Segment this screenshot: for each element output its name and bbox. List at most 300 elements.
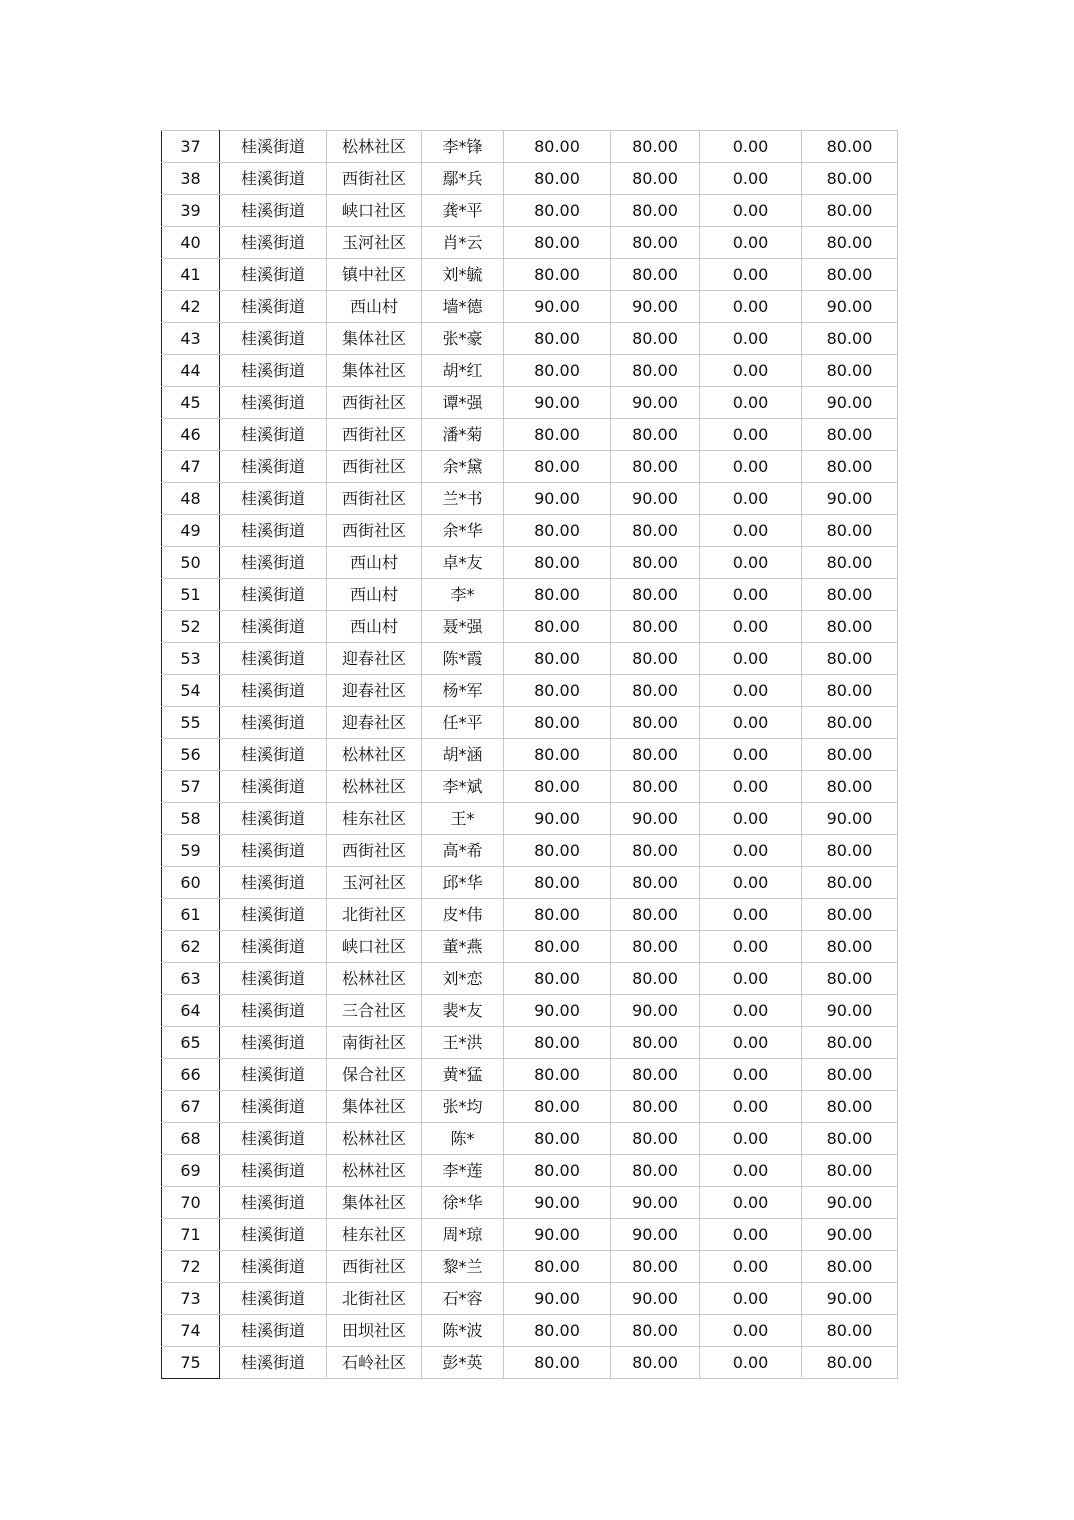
community-cell: 桂东社区 (327, 1219, 422, 1251)
amount-cell: 80.00 (802, 419, 898, 451)
amount-cell: 80.00 (611, 131, 700, 163)
row-index-cell: 64 (162, 995, 220, 1027)
name-cell: 彭*英 (422, 1347, 504, 1379)
street-cell: 桂溪街道 (220, 515, 327, 547)
amount-cell: 80.00 (802, 1123, 898, 1155)
community-cell: 玉河社区 (327, 227, 422, 259)
amount-cell: 80.00 (611, 707, 700, 739)
amount-cell: 80.00 (504, 835, 611, 867)
amount-cell: 80.00 (802, 355, 898, 387)
amount-cell: 80.00 (611, 547, 700, 579)
community-cell: 西街社区 (327, 1251, 422, 1283)
row-index-cell: 63 (162, 963, 220, 995)
amount-cell: 80.00 (802, 1091, 898, 1123)
table-row (162, 1315, 898, 1347)
table-row (162, 643, 898, 675)
row-index-cell: 71 (162, 1219, 220, 1251)
table-row (162, 547, 898, 579)
amount-cell: 80.00 (802, 259, 898, 291)
name-cell: 裴*友 (422, 995, 504, 1027)
table-row (162, 803, 898, 835)
amount-cell: 0.00 (700, 131, 802, 163)
name-cell: 邱*华 (422, 867, 504, 899)
table-row (162, 259, 898, 291)
community-cell: 桂东社区 (327, 803, 422, 835)
row-index-cell: 65 (162, 1027, 220, 1059)
amount-cell: 80.00 (802, 1347, 898, 1379)
amount-cell: 80.00 (611, 963, 700, 995)
name-cell: 皮*伟 (422, 899, 504, 931)
amount-cell: 90.00 (504, 291, 611, 323)
amount-cell: 80.00 (802, 643, 898, 675)
amount-cell: 80.00 (802, 227, 898, 259)
amount-cell: 0.00 (700, 867, 802, 899)
street-cell: 桂溪街道 (220, 611, 327, 643)
amount-cell: 80.00 (802, 1059, 898, 1091)
community-cell: 西街社区 (327, 835, 422, 867)
street-cell: 桂溪街道 (220, 771, 327, 803)
table-row (162, 195, 898, 227)
name-cell: 李* (422, 579, 504, 611)
amount-cell: 80.00 (802, 323, 898, 355)
name-cell: 徐*华 (422, 1187, 504, 1219)
row-index-cell: 37 (162, 131, 220, 163)
community-cell: 迎春社区 (327, 675, 422, 707)
amount-cell: 90.00 (504, 995, 611, 1027)
community-cell: 集体社区 (327, 323, 422, 355)
name-cell: 卓*友 (422, 547, 504, 579)
street-cell: 桂溪街道 (220, 131, 327, 163)
row-index-cell: 70 (162, 1187, 220, 1219)
amount-cell: 0.00 (700, 195, 802, 227)
amount-cell: 80.00 (802, 451, 898, 483)
row-index-cell: 75 (162, 1347, 220, 1379)
name-cell: 周*琼 (422, 1219, 504, 1251)
table-row (162, 707, 898, 739)
amount-cell: 80.00 (611, 1251, 700, 1283)
amount-cell: 0.00 (700, 1283, 802, 1315)
row-index-cell: 51 (162, 579, 220, 611)
amount-cell: 0.00 (700, 1155, 802, 1187)
amount-cell: 80.00 (504, 963, 611, 995)
amount-cell: 90.00 (504, 387, 611, 419)
amount-cell: 80.00 (504, 419, 611, 451)
amount-cell: 0.00 (700, 643, 802, 675)
street-cell: 桂溪街道 (220, 547, 327, 579)
amount-cell: 90.00 (611, 1283, 700, 1315)
amount-cell: 80.00 (611, 419, 700, 451)
amount-cell: 0.00 (700, 579, 802, 611)
community-cell: 迎春社区 (327, 643, 422, 675)
street-cell: 桂溪街道 (220, 355, 327, 387)
name-cell: 任*平 (422, 707, 504, 739)
table-row (162, 1187, 898, 1219)
amount-cell: 80.00 (802, 931, 898, 963)
amount-cell: 0.00 (700, 291, 802, 323)
amount-cell: 80.00 (802, 1251, 898, 1283)
street-cell: 桂溪街道 (220, 707, 327, 739)
table-row (162, 131, 898, 163)
amount-cell: 80.00 (611, 163, 700, 195)
amount-cell: 90.00 (504, 803, 611, 835)
name-cell: 龚*平 (422, 195, 504, 227)
street-cell: 桂溪街道 (220, 387, 327, 419)
street-cell: 桂溪街道 (220, 1219, 327, 1251)
street-cell: 桂溪街道 (220, 1251, 327, 1283)
table-row (162, 739, 898, 771)
name-cell: 李*斌 (422, 771, 504, 803)
amount-cell: 80.00 (611, 611, 700, 643)
amount-cell: 80.00 (611, 323, 700, 355)
amount-cell: 0.00 (700, 387, 802, 419)
amount-cell: 80.00 (611, 451, 700, 483)
table-row (162, 515, 898, 547)
community-cell: 松林社区 (327, 739, 422, 771)
amount-cell: 90.00 (802, 803, 898, 835)
amount-cell: 0.00 (700, 675, 802, 707)
table-row (162, 1251, 898, 1283)
amount-cell: 80.00 (611, 1059, 700, 1091)
amount-cell: 0.00 (700, 323, 802, 355)
amount-cell: 90.00 (802, 291, 898, 323)
row-index-cell: 73 (162, 1283, 220, 1315)
street-cell: 桂溪街道 (220, 1123, 327, 1155)
amount-cell: 80.00 (802, 515, 898, 547)
amount-cell: 0.00 (700, 995, 802, 1027)
table-body (162, 131, 898, 1379)
amount-cell: 80.00 (611, 195, 700, 227)
street-cell: 桂溪街道 (220, 419, 327, 451)
community-cell: 集体社区 (327, 355, 422, 387)
amount-cell: 80.00 (504, 579, 611, 611)
amount-cell: 80.00 (504, 451, 611, 483)
amount-cell: 0.00 (700, 1123, 802, 1155)
amount-cell: 80.00 (504, 899, 611, 931)
amount-cell: 0.00 (700, 771, 802, 803)
table-row (162, 1219, 898, 1251)
street-cell: 桂溪街道 (220, 259, 327, 291)
amount-cell: 90.00 (611, 1219, 700, 1251)
community-cell: 西街社区 (327, 387, 422, 419)
amount-cell: 80.00 (611, 675, 700, 707)
row-index-cell: 66 (162, 1059, 220, 1091)
street-cell: 桂溪街道 (220, 451, 327, 483)
amount-cell: 80.00 (802, 1027, 898, 1059)
amount-cell: 80.00 (802, 163, 898, 195)
community-cell: 镇中社区 (327, 259, 422, 291)
amount-cell: 80.00 (504, 643, 611, 675)
street-cell: 桂溪街道 (220, 227, 327, 259)
name-cell: 石*容 (422, 1283, 504, 1315)
amount-cell: 80.00 (611, 835, 700, 867)
amount-cell: 0.00 (700, 163, 802, 195)
name-cell: 聂*强 (422, 611, 504, 643)
table-row (162, 1059, 898, 1091)
community-cell: 西山村 (327, 547, 422, 579)
amount-cell: 0.00 (700, 1315, 802, 1347)
street-cell: 桂溪街道 (220, 867, 327, 899)
row-index-cell: 46 (162, 419, 220, 451)
amount-cell: 80.00 (802, 771, 898, 803)
name-cell: 胡*红 (422, 355, 504, 387)
community-cell: 保合社区 (327, 1059, 422, 1091)
amount-cell: 80.00 (611, 771, 700, 803)
amount-cell: 80.00 (802, 579, 898, 611)
name-cell: 王* (422, 803, 504, 835)
row-index-cell: 49 (162, 515, 220, 547)
name-cell: 董*燕 (422, 931, 504, 963)
amount-cell: 80.00 (504, 1315, 611, 1347)
amount-cell: 80.00 (611, 739, 700, 771)
row-index-cell: 58 (162, 803, 220, 835)
community-cell: 西街社区 (327, 515, 422, 547)
amount-cell: 80.00 (611, 1347, 700, 1379)
amount-cell: 80.00 (611, 643, 700, 675)
amount-cell: 80.00 (611, 867, 700, 899)
row-index-cell: 60 (162, 867, 220, 899)
community-cell: 松林社区 (327, 131, 422, 163)
table-row (162, 963, 898, 995)
community-cell: 石岭社区 (327, 1347, 422, 1379)
amount-cell: 90.00 (611, 1187, 700, 1219)
amount-cell: 80.00 (504, 867, 611, 899)
name-cell: 刘*恋 (422, 963, 504, 995)
street-cell: 桂溪街道 (220, 675, 327, 707)
amount-cell: 90.00 (504, 1187, 611, 1219)
amount-cell: 90.00 (611, 995, 700, 1027)
name-cell: 鄢*兵 (422, 163, 504, 195)
street-cell: 桂溪街道 (220, 1347, 327, 1379)
amount-cell: 80.00 (504, 1091, 611, 1123)
table-row (162, 1027, 898, 1059)
amount-cell: 80.00 (504, 355, 611, 387)
row-index-cell: 53 (162, 643, 220, 675)
row-index-cell: 38 (162, 163, 220, 195)
amount-cell: 80.00 (802, 195, 898, 227)
table-row (162, 323, 898, 355)
row-index-cell: 67 (162, 1091, 220, 1123)
amount-cell: 0.00 (700, 963, 802, 995)
amount-cell: 0.00 (700, 611, 802, 643)
community-cell: 西街社区 (327, 451, 422, 483)
table-row (162, 1155, 898, 1187)
amount-cell: 80.00 (504, 1155, 611, 1187)
community-cell: 西街社区 (327, 163, 422, 195)
street-cell: 桂溪街道 (220, 899, 327, 931)
amount-cell: 80.00 (611, 1315, 700, 1347)
amount-cell: 0.00 (700, 547, 802, 579)
community-cell: 西山村 (327, 611, 422, 643)
street-cell: 桂溪街道 (220, 291, 327, 323)
table-row (162, 1347, 898, 1379)
amount-cell: 0.00 (700, 707, 802, 739)
row-index-cell: 47 (162, 451, 220, 483)
row-index-cell: 62 (162, 931, 220, 963)
amount-cell: 80.00 (504, 1251, 611, 1283)
amount-cell: 80.00 (802, 707, 898, 739)
community-cell: 玉河社区 (327, 867, 422, 899)
amount-cell: 80.00 (504, 131, 611, 163)
amount-cell: 80.00 (802, 867, 898, 899)
row-index-cell: 59 (162, 835, 220, 867)
amount-cell: 80.00 (504, 1027, 611, 1059)
amount-cell: 0.00 (700, 1187, 802, 1219)
street-cell: 桂溪街道 (220, 1091, 327, 1123)
name-cell: 黄*猛 (422, 1059, 504, 1091)
table-row (162, 419, 898, 451)
amount-cell: 80.00 (504, 611, 611, 643)
community-cell: 集体社区 (327, 1187, 422, 1219)
amount-cell: 80.00 (802, 675, 898, 707)
street-cell: 桂溪街道 (220, 323, 327, 355)
amount-cell: 80.00 (504, 771, 611, 803)
table-row (162, 931, 898, 963)
row-index-cell: 74 (162, 1315, 220, 1347)
community-cell: 峡口社区 (327, 931, 422, 963)
amount-cell: 80.00 (504, 707, 611, 739)
amount-cell: 80.00 (802, 547, 898, 579)
amount-cell: 80.00 (504, 1059, 611, 1091)
amount-cell: 90.00 (611, 483, 700, 515)
street-cell: 桂溪街道 (220, 803, 327, 835)
community-cell: 西街社区 (327, 419, 422, 451)
row-index-cell: 45 (162, 387, 220, 419)
amount-cell: 80.00 (802, 899, 898, 931)
amount-cell: 80.00 (611, 1123, 700, 1155)
name-cell: 李*锋 (422, 131, 504, 163)
row-index-cell: 40 (162, 227, 220, 259)
street-cell: 桂溪街道 (220, 195, 327, 227)
table-row (162, 451, 898, 483)
community-cell: 田坝社区 (327, 1315, 422, 1347)
amount-cell: 90.00 (802, 995, 898, 1027)
name-cell: 刘*毓 (422, 259, 504, 291)
amount-cell: 80.00 (504, 515, 611, 547)
table-row (162, 1123, 898, 1155)
row-index-cell: 57 (162, 771, 220, 803)
amount-cell: 90.00 (504, 1219, 611, 1251)
amount-cell: 0.00 (700, 739, 802, 771)
street-cell: 桂溪街道 (220, 643, 327, 675)
community-cell: 松林社区 (327, 771, 422, 803)
amount-cell: 0.00 (700, 515, 802, 547)
street-cell: 桂溪街道 (220, 483, 327, 515)
community-cell: 三合社区 (327, 995, 422, 1027)
amount-cell: 80.00 (611, 931, 700, 963)
name-cell: 胡*涵 (422, 739, 504, 771)
amount-cell: 0.00 (700, 803, 802, 835)
street-cell: 桂溪街道 (220, 1283, 327, 1315)
amount-cell: 0.00 (700, 1251, 802, 1283)
row-index-cell: 61 (162, 899, 220, 931)
amount-cell: 90.00 (611, 387, 700, 419)
community-cell: 峡口社区 (327, 195, 422, 227)
community-cell: 松林社区 (327, 1155, 422, 1187)
street-cell: 桂溪街道 (220, 739, 327, 771)
street-cell: 桂溪街道 (220, 579, 327, 611)
street-cell: 桂溪街道 (220, 931, 327, 963)
amount-cell: 90.00 (504, 483, 611, 515)
amount-cell: 80.00 (504, 227, 611, 259)
street-cell: 桂溪街道 (220, 1059, 327, 1091)
amount-cell: 0.00 (700, 835, 802, 867)
amount-cell: 80.00 (802, 611, 898, 643)
street-cell: 桂溪街道 (220, 995, 327, 1027)
community-cell: 集体社区 (327, 1091, 422, 1123)
table-row (162, 579, 898, 611)
name-cell: 陈* (422, 1123, 504, 1155)
amount-cell: 0.00 (700, 1091, 802, 1123)
amount-cell: 80.00 (611, 355, 700, 387)
community-cell: 松林社区 (327, 963, 422, 995)
row-index-cell: 68 (162, 1123, 220, 1155)
name-cell: 黎*兰 (422, 1251, 504, 1283)
amount-cell: 80.00 (504, 1347, 611, 1379)
amount-cell: 80.00 (611, 1027, 700, 1059)
name-cell: 陈*波 (422, 1315, 504, 1347)
name-cell: 王*洪 (422, 1027, 504, 1059)
name-cell: 墙*德 (422, 291, 504, 323)
community-cell: 松林社区 (327, 1123, 422, 1155)
amount-cell: 80.00 (504, 259, 611, 291)
amount-cell: 0.00 (700, 419, 802, 451)
name-cell: 张*豪 (422, 323, 504, 355)
amount-cell: 90.00 (802, 1219, 898, 1251)
amount-cell: 90.00 (802, 1187, 898, 1219)
table-row (162, 355, 898, 387)
amount-cell: 80.00 (802, 1315, 898, 1347)
table-row (162, 611, 898, 643)
community-cell: 迎春社区 (327, 707, 422, 739)
row-index-cell: 48 (162, 483, 220, 515)
amount-cell: 80.00 (611, 1091, 700, 1123)
amount-cell: 80.00 (802, 1155, 898, 1187)
row-index-cell: 54 (162, 675, 220, 707)
amount-cell: 80.00 (504, 195, 611, 227)
name-cell: 李*莲 (422, 1155, 504, 1187)
table-row (162, 899, 898, 931)
amount-cell: 90.00 (802, 483, 898, 515)
name-cell: 余*黛 (422, 451, 504, 483)
amount-cell: 0.00 (700, 899, 802, 931)
table-row (162, 771, 898, 803)
community-cell: 北街社区 (327, 899, 422, 931)
street-cell: 桂溪街道 (220, 1155, 327, 1187)
amount-cell: 80.00 (504, 163, 611, 195)
community-cell: 西山村 (327, 579, 422, 611)
name-cell: 余*华 (422, 515, 504, 547)
amount-cell: 80.00 (504, 931, 611, 963)
data-table (161, 130, 898, 1379)
amount-cell: 80.00 (802, 739, 898, 771)
amount-cell: 80.00 (611, 227, 700, 259)
amount-cell: 80.00 (802, 963, 898, 995)
amount-cell: 80.00 (611, 259, 700, 291)
amount-cell: 80.00 (802, 131, 898, 163)
amount-cell: 80.00 (611, 899, 700, 931)
amount-cell: 0.00 (700, 1219, 802, 1251)
amount-cell: 0.00 (700, 355, 802, 387)
street-cell: 桂溪街道 (220, 1187, 327, 1219)
row-index-cell: 69 (162, 1155, 220, 1187)
row-index-cell: 50 (162, 547, 220, 579)
amount-cell: 90.00 (611, 803, 700, 835)
amount-cell: 0.00 (700, 259, 802, 291)
amount-cell: 0.00 (700, 931, 802, 963)
community-cell: 西街社区 (327, 483, 422, 515)
row-index-cell: 42 (162, 291, 220, 323)
amount-cell: 90.00 (802, 387, 898, 419)
